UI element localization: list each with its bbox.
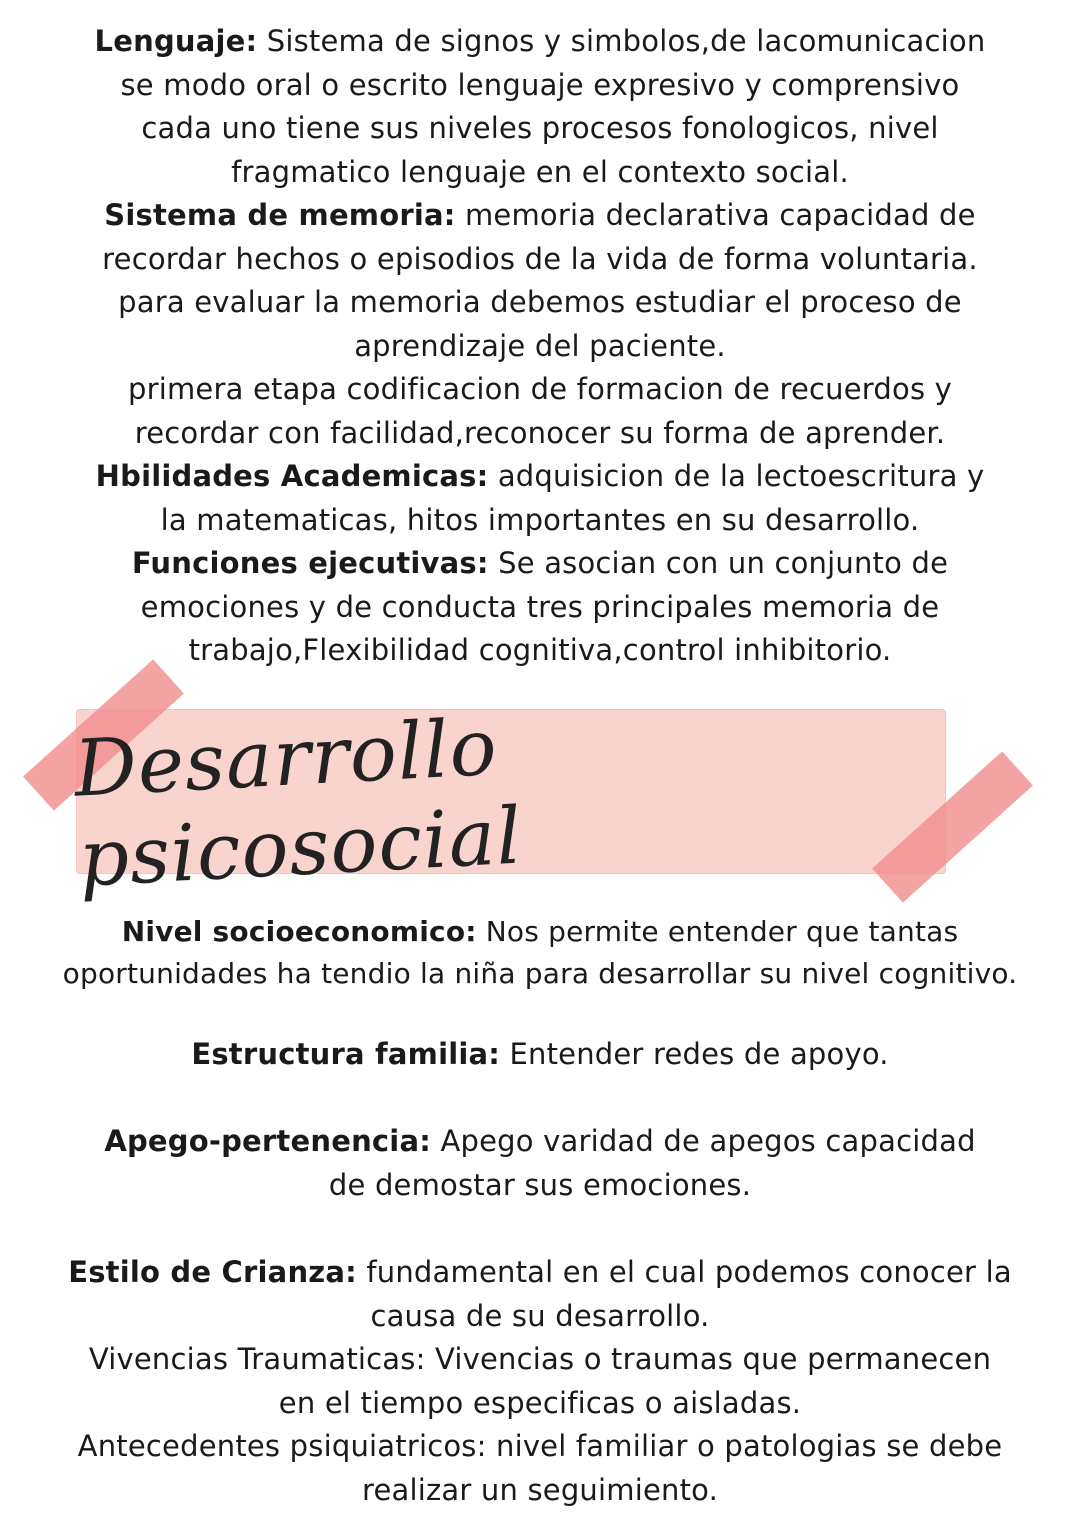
habilidades-term: Hbilidades Academicas: bbox=[95, 459, 489, 493]
familia-term: Estructura familia: bbox=[191, 1037, 501, 1071]
funciones-text-1: Se asocian con un conjunto de bbox=[488, 546, 949, 580]
crianza-line-2: causa de su desarrollo. bbox=[370, 1298, 710, 1333]
funciones-line-3: trabajo,Flexibilidad cognitiva,control inhibitorio. bbox=[188, 633, 892, 667]
socioeconomico-text-1: Nos permite entender que tantas bbox=[476, 915, 959, 948]
socioeconomico-line-1 bbox=[0, 911, 1080, 953]
funciones-line-2: emociones y de conducta tres principales memoria de bbox=[140, 589, 940, 624]
memoria-text-1: memoria declarativa capacidad de bbox=[455, 198, 976, 232]
memoria-line-6: recordar con facilidad,reconocer su forma de aprender. bbox=[134, 415, 946, 450]
familia-line-1 bbox=[0, 1033, 1080, 1077]
memoria-line-1 bbox=[0, 194, 1080, 238]
socioeconomico-line-2: oportunidades ha tendio la niña para desarrollar su nivel cognitivo. bbox=[62, 957, 1018, 990]
lenguaje-line-3: cada uno tiene sus niveles procesos fonologicos, nivel bbox=[141, 111, 939, 145]
lenguaje-term: Lenguaje: bbox=[94, 24, 258, 58]
familia-text: Entender redes de apoyo. bbox=[500, 1037, 889, 1071]
habilidades-line-1 bbox=[0, 455, 1080, 499]
section-title: Desarrollo psicosocial bbox=[71, 702, 525, 905]
lenguaje-text-1: Sistema de signos y simbolos,de lacomunicacion bbox=[257, 24, 986, 58]
crianza-line-1 bbox=[0, 1251, 1080, 1295]
memoria-line-2: recordar hechos o episodios de la vida de forma voluntaria. bbox=[102, 241, 978, 276]
memoria-line-5: primera etapa codificacion de formacion de recuerdos y bbox=[127, 372, 953, 406]
apego-line-2: de demostar sus emociones. bbox=[328, 1167, 752, 1202]
familia-block bbox=[0, 1033, 1080, 1077]
crianza-text-1: fundamental en el cual podemos conocer la bbox=[356, 1255, 1012, 1289]
funciones-term: Funciones ejecutivas: bbox=[131, 546, 489, 580]
socioeconomico-block bbox=[0, 911, 1080, 995]
antecedentes-line-1: Antecedentes psiquiatricos: nivel familiar o patologias se debe bbox=[77, 1429, 1003, 1463]
apego-block bbox=[0, 1120, 1080, 1207]
memoria-line-4: aprendizaje del paciente. bbox=[354, 328, 726, 363]
memoria-line-3: para evaluar la memoria debemos estudiar el proceso de bbox=[118, 285, 962, 319]
apego-line-1 bbox=[0, 1120, 1080, 1164]
lenguaje-line-4: fragmatico lenguaje en el contexto social. bbox=[231, 154, 849, 189]
memoria-term: Sistema de memoria: bbox=[104, 198, 456, 232]
antecedentes-line-2: realizar un seguimiento. bbox=[361, 1472, 719, 1507]
crianza-term: Estilo de Crianza: bbox=[68, 1255, 357, 1289]
vivencias-line-2: en el tiempo especificas o aisladas. bbox=[278, 1385, 802, 1420]
socioeconomico-term: Nivel socioeconomico: bbox=[121, 915, 477, 948]
habilidades-text-1: adquisicion de la lectoescritura y bbox=[488, 459, 985, 493]
vivencias-line-1: Vivencias Traumaticas: Vivencias o traumas que permanecen bbox=[88, 1342, 992, 1376]
apego-text-1: Apego varidad de apegos capacidad bbox=[431, 1124, 976, 1158]
cognitive-section bbox=[0, 20, 1080, 673]
apego-term: Apego-pertenencia: bbox=[104, 1124, 432, 1158]
lenguaje-line-1 bbox=[0, 20, 1080, 64]
habilidades-line-2: la matematicas, hitos importantes en su desarrollo. bbox=[160, 502, 920, 537]
funciones-line-1 bbox=[0, 542, 1080, 586]
crianza-block bbox=[0, 1251, 1080, 1512]
lenguaje-line-2: se modo oral o escrito lenguaje expresivo y comprensivo bbox=[120, 67, 960, 102]
